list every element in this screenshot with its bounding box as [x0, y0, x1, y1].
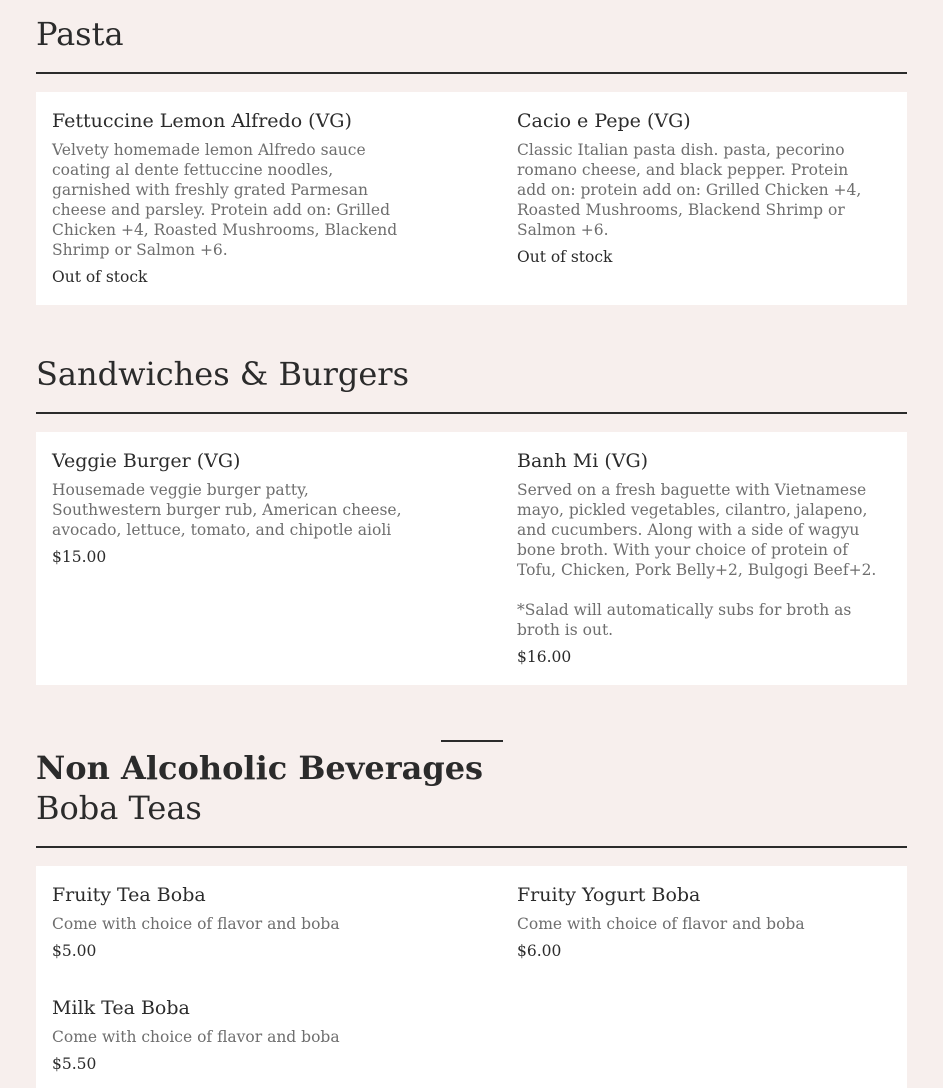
item-description: Come with choice of flavor and boba — [517, 915, 805, 933]
item-stock-status: Out of stock — [52, 268, 148, 286]
item-stock-status: Out of stock — [517, 248, 613, 266]
section-divider — [36, 412, 907, 414]
item-description: Classic Italian pasta dish. pasta, pecorino romano cheese, and black pepper. Protein add on: protein add on: Grilled Chicken +4, Roasted Mushrooms, Blackend Shrimp or Salmon +6. — [517, 141, 862, 239]
section-divider — [36, 846, 907, 848]
item-name: Banh Mi (VG) — [517, 450, 649, 472]
section-title-pasta: Pasta — [36, 15, 124, 53]
category-title: Non Alcoholic Beverages — [36, 749, 484, 787]
item-description: Housemade veggie burger patty, Southwestern burger rub, American cheese, avocado, lettuce, tomato, and chipotle aioli — [52, 481, 402, 539]
item-price: $5.00 — [52, 942, 97, 960]
menu-item[interactable] — [52, 995, 412, 1074]
item-description: Velvety homemade lemon Alfredo sauce coating al dente fettuccine noodles, garnished with freshly grated Parmesan cheese and parsley. Protein add on: Grilled Chicken +4, Roasted Mushrooms, Blackend Shrimp or Salmon +6. — [52, 141, 398, 259]
item-description: Come with choice of flavor and boba — [52, 1028, 340, 1046]
item-price: $15.00 — [52, 548, 107, 566]
item-name: Fruity Yogurt Boba — [517, 884, 701, 906]
item-name: Cacio e Pepe (VG) — [517, 110, 691, 132]
section-title-boba-teas: Boba Teas — [36, 789, 202, 827]
menu-card-sandwiches — [36, 432, 907, 685]
item-name: Milk Tea Boba — [52, 997, 190, 1019]
item-name: Fruity Tea Boba — [52, 884, 206, 906]
item-description: Served on a fresh baguette with Vietnamese mayo, pickled vegetables, cilantro, jalapeno, and cucumbers. Along with a side of wagyu bone broth. With your choice of protein of Tofu, Chicken, Pork Belly+2, Bulgogi Beef+2. *Salad will automatically subs for broth as broth is out. — [517, 481, 877, 639]
menu-item[interactable] — [52, 882, 412, 961]
item-description: Come with choice of flavor and boba — [52, 915, 340, 933]
item-name: Fettuccine Lemon Alfredo (VG) — [52, 110, 352, 132]
category-divider — [441, 740, 503, 742]
menu-item[interactable] — [517, 108, 877, 267]
menu-card-boba-teas — [36, 866, 907, 1088]
menu-item[interactable] — [52, 448, 412, 567]
menu-item[interactable] — [517, 448, 877, 667]
section-divider — [36, 72, 907, 74]
section-title-sandwiches: Sandwiches & Burgers — [36, 355, 409, 393]
item-price: $16.00 — [517, 648, 572, 666]
menu-item[interactable] — [52, 108, 412, 287]
item-price: $5.50 — [52, 1055, 97, 1073]
menu-card-pasta — [36, 92, 907, 305]
item-name: Veggie Burger (VG) — [52, 450, 241, 472]
item-price: $6.00 — [517, 942, 562, 960]
menu-item[interactable] — [517, 882, 877, 961]
